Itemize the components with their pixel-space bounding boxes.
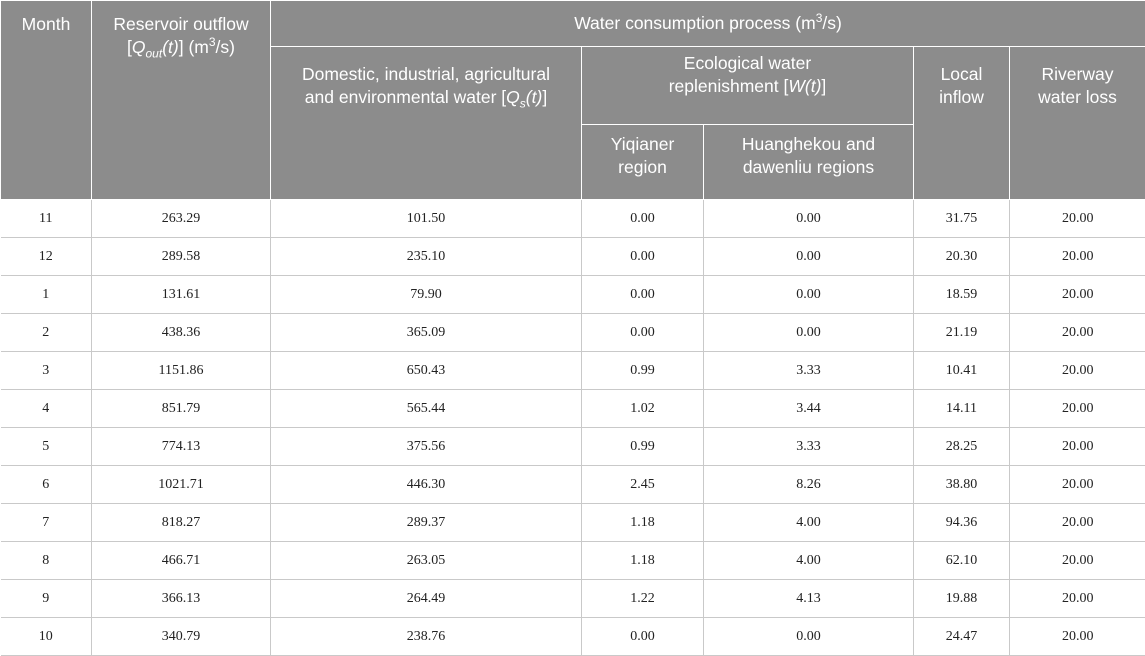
header-reservoir-outflow: Reservoir outflow $[Q_{out}(t)]$ $(m^3/s)$ [92, 1, 271, 200]
cell-yiqianer: 0.00 [582, 276, 704, 314]
cell-yiqianer: 1.18 [582, 542, 704, 580]
cell-huanghekou: 3.33 [704, 428, 914, 466]
header-ecological-replenishment: Ecological water replenishment [W(t)] [582, 47, 914, 125]
cell-water-loss: 20.00 [1010, 238, 1145, 276]
cell-yiqianer: 0.99 [582, 428, 704, 466]
cell-outflow: 340.79 [92, 618, 271, 656]
cell-local-inflow: 19.88 [914, 580, 1010, 618]
cell-water-loss: 20.00 [1010, 504, 1145, 542]
table-row [1, 542, 1145, 580]
table-row [1, 200, 1145, 238]
cell-month: 5 [1, 428, 92, 466]
cell-month: 12 [1, 238, 92, 276]
cell-yiqianer: 0.00 [582, 200, 704, 238]
table-row [1, 352, 1145, 390]
cell-month: 10 [1, 618, 92, 656]
cell-month: 11 [1, 200, 92, 238]
table-body [1, 200, 1145, 656]
cell-huanghekou: 0.00 [704, 618, 914, 656]
cell-domestic: 650.43 [271, 352, 582, 390]
cell-huanghekou: 8.26 [704, 466, 914, 504]
cell-outflow: 466.71 [92, 542, 271, 580]
cell-local-inflow: 21.19 [914, 314, 1010, 352]
table-row [1, 238, 1145, 276]
cell-huanghekou: 3.44 [704, 390, 914, 428]
cell-water-loss: 20.00 [1010, 542, 1145, 580]
cell-water-loss: 20.00 [1010, 276, 1145, 314]
cell-water-loss: 20.00 [1010, 428, 1145, 466]
cell-outflow: 131.61 [92, 276, 271, 314]
cell-month: 4 [1, 390, 92, 428]
table-header [1, 1, 1145, 200]
cell-domestic: 289.37 [271, 504, 582, 542]
cell-local-inflow: 62.10 [914, 542, 1010, 580]
cell-local-inflow: 94.36 [914, 504, 1010, 542]
cell-domestic: 365.09 [271, 314, 582, 352]
cell-local-inflow: 24.47 [914, 618, 1010, 656]
table-row [1, 466, 1145, 504]
cell-huanghekou: 4.13 [704, 580, 914, 618]
cell-yiqianer: 0.99 [582, 352, 704, 390]
cell-water-loss: 20.00 [1010, 580, 1145, 618]
table-row [1, 504, 1145, 542]
table-row [1, 580, 1145, 618]
cell-domestic: 263.05 [271, 542, 582, 580]
header-month: Month [1, 1, 92, 200]
header-water-consumption: Water consumption process $(m^3/s)$ [271, 1, 1145, 47]
cell-water-loss: 20.00 [1010, 352, 1145, 390]
cell-yiqianer: 1.22 [582, 580, 704, 618]
cell-domestic: 565.44 [271, 390, 582, 428]
cell-local-inflow: 31.75 [914, 200, 1010, 238]
cell-month: 9 [1, 580, 92, 618]
cell-outflow: 438.36 [92, 314, 271, 352]
table-row [1, 314, 1145, 352]
cell-month: 2 [1, 314, 92, 352]
cell-month: 8 [1, 542, 92, 580]
cell-outflow: 263.29 [92, 200, 271, 238]
cell-huanghekou: 0.00 [704, 276, 914, 314]
cell-month: 1 [1, 276, 92, 314]
cell-local-inflow: 20.30 [914, 238, 1010, 276]
cell-local-inflow: 38.80 [914, 466, 1010, 504]
cell-domestic: 101.50 [271, 200, 582, 238]
header-yiqianer-region: Yiqianer region [582, 125, 704, 200]
cell-huanghekou: 4.00 [704, 504, 914, 542]
cell-yiqianer: 0.00 [582, 314, 704, 352]
cell-domestic: 79.90 [271, 276, 582, 314]
cell-huanghekou: 0.00 [704, 314, 914, 352]
cell-water-loss: 20.00 [1010, 314, 1145, 352]
cell-yiqianer: 0.00 [582, 618, 704, 656]
cell-domestic: 264.49 [271, 580, 582, 618]
cell-water-loss: 20.00 [1010, 618, 1145, 656]
cell-outflow: 818.27 [92, 504, 271, 542]
cell-outflow: 851.79 [92, 390, 271, 428]
cell-yiqianer: 0.00 [582, 238, 704, 276]
cell-domestic: 238.76 [271, 618, 582, 656]
cell-month: 7 [1, 504, 92, 542]
cell-yiqianer: 2.45 [582, 466, 704, 504]
cell-local-inflow: 28.25 [914, 428, 1010, 466]
table-row [1, 618, 1145, 656]
cell-outflow: 366.13 [92, 580, 271, 618]
cell-month: 3 [1, 352, 92, 390]
cell-huanghekou: 4.00 [704, 542, 914, 580]
cell-water-loss: 20.00 [1010, 466, 1145, 504]
cell-huanghekou: 0.00 [704, 238, 914, 276]
cell-outflow: 289.58 [92, 238, 271, 276]
header-local-inflow: Local inflow [914, 47, 1010, 200]
cell-local-inflow: 10.41 [914, 352, 1010, 390]
header-domestic-water: Domestic, industrial, agricultural and environmental water $[Q_s(t)]$ [271, 47, 582, 200]
header-huanghekou-dawenliu: Huanghekou and dawenliu regions [704, 125, 914, 200]
cell-domestic: 446.30 [271, 466, 582, 504]
cell-huanghekou: 3.33 [704, 352, 914, 390]
table-row [1, 276, 1145, 314]
cell-water-loss: 20.00 [1010, 200, 1145, 238]
cell-month: 6 [1, 466, 92, 504]
header-riverway-water-loss: Riverway water loss [1010, 47, 1145, 200]
cell-huanghekou: 0.00 [704, 200, 914, 238]
table-row [1, 390, 1145, 428]
cell-outflow: 1151.86 [92, 352, 271, 390]
cell-local-inflow: 14.11 [914, 390, 1010, 428]
cell-yiqianer: 1.02 [582, 390, 704, 428]
cell-local-inflow: 18.59 [914, 276, 1010, 314]
cell-outflow: 774.13 [92, 428, 271, 466]
cell-yiqianer: 1.18 [582, 504, 704, 542]
cell-domestic: 375.56 [271, 428, 582, 466]
cell-domestic: 235.10 [271, 238, 582, 276]
table-row [1, 428, 1145, 466]
cell-outflow: 1021.71 [92, 466, 271, 504]
cell-water-loss: 20.00 [1010, 390, 1145, 428]
